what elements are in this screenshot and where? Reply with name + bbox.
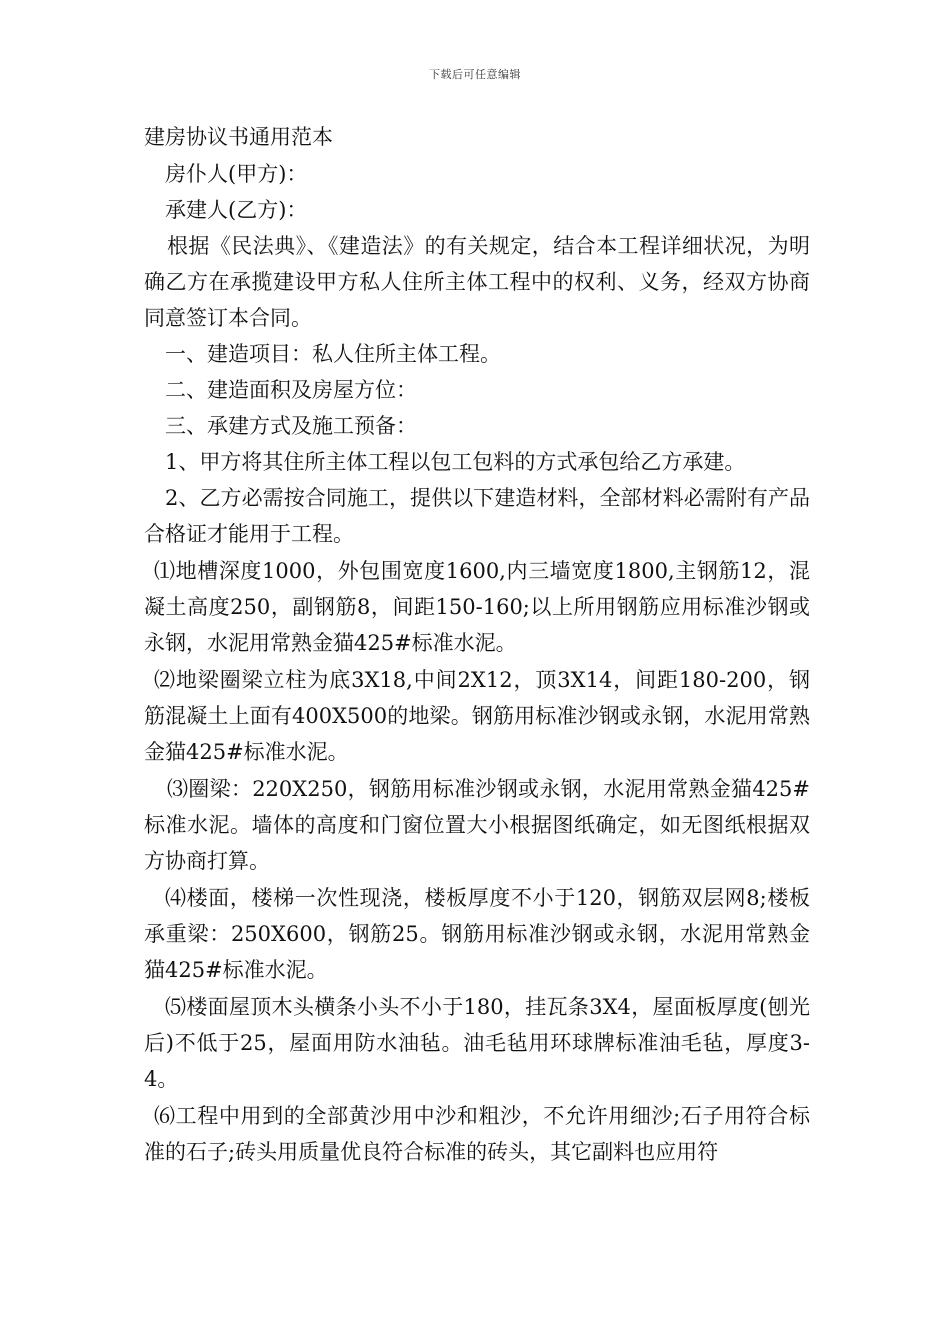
sub-clause-1: ⑴地槽深度1000，外包围宽度1600,内三墙宽度1800,主钢筋12，混凝土高度250，副钢筋8，间距150-160;以上所用钢筋应用标准沙钢或永钢，水泥用常熟金猫425#标准水泥。: [144, 559, 810, 655]
document-body: [144, 119, 810, 1170]
document-title: 建房协议书通用范本: [144, 125, 333, 149]
preamble-paragraph: 根据《民法典》、《建造法》的有关规定，结合本工程详细状况，为明确乙方在承揽建设甲方私人住所主体工程中的权利、义务，经双方协商同意签订本合同。: [144, 234, 810, 330]
sub-clause-2: ⑵地梁圈梁立柱为底3X18,中间2X12，顶3X14，间距180-200，钢筋混凝土上面有400X500的地梁。钢筋用标准沙钢或永钢，水泥用常熟金猫425#标准水泥。: [144, 668, 810, 764]
sub-clause-6: ⑹工程中用到的全部黄沙用中沙和粗沙，不允许用细沙;石子用符合标准的石子;砖头用质量优良符合标准的砖头，其它副料也应用符: [144, 1104, 810, 1164]
sub-clause-5: ⑸楼面屋顶木头横条小头不小于180，挂瓦条3X4，屋面板厚度(刨光后)不低于25，屋面用防水油毡。油毛毡用环球牌标准油毛毡，厚度3-4。: [144, 995, 810, 1091]
party-a-line: 房仆人(甲方)：: [165, 162, 308, 186]
section-3: 三、承建方式及施工预备：: [165, 414, 417, 438]
section-1: 一、建造项目：私人住所主体工程。: [165, 342, 501, 366]
sub-clause-4: ⑷楼面，楼梯一次性现浇，楼板厚度不小于120，钢筋双层网8;楼板承重梁：250X600，钢筋25。钢筋用标准沙钢或永钢，水泥用常熟金猫425#标准水泥。: [144, 886, 810, 982]
party-b-line: 承建人(乙方)：: [165, 198, 308, 222]
clause-1: 1、甲方将其住所主体工程以包工包料的方式承包给乙方承建。: [165, 450, 746, 474]
sub-clause-3: ⑶圈梁：220X250，钢筋用标准沙钢或永钢，水泥用常熟金猫425#标准水泥。墙体的高度和门窗位置大小根据图纸确定，如无图纸根据双方协商打算。: [144, 777, 810, 873]
section-2: 二、建造面积及房屋方位：: [165, 378, 417, 402]
clause-2: 2、乙方必需按合同施工，提供以下建造材料，全部材料必需附有产品合格证才能用于工程。: [144, 486, 810, 546]
page-header: 下载后可任意编辑: [429, 68, 521, 81]
